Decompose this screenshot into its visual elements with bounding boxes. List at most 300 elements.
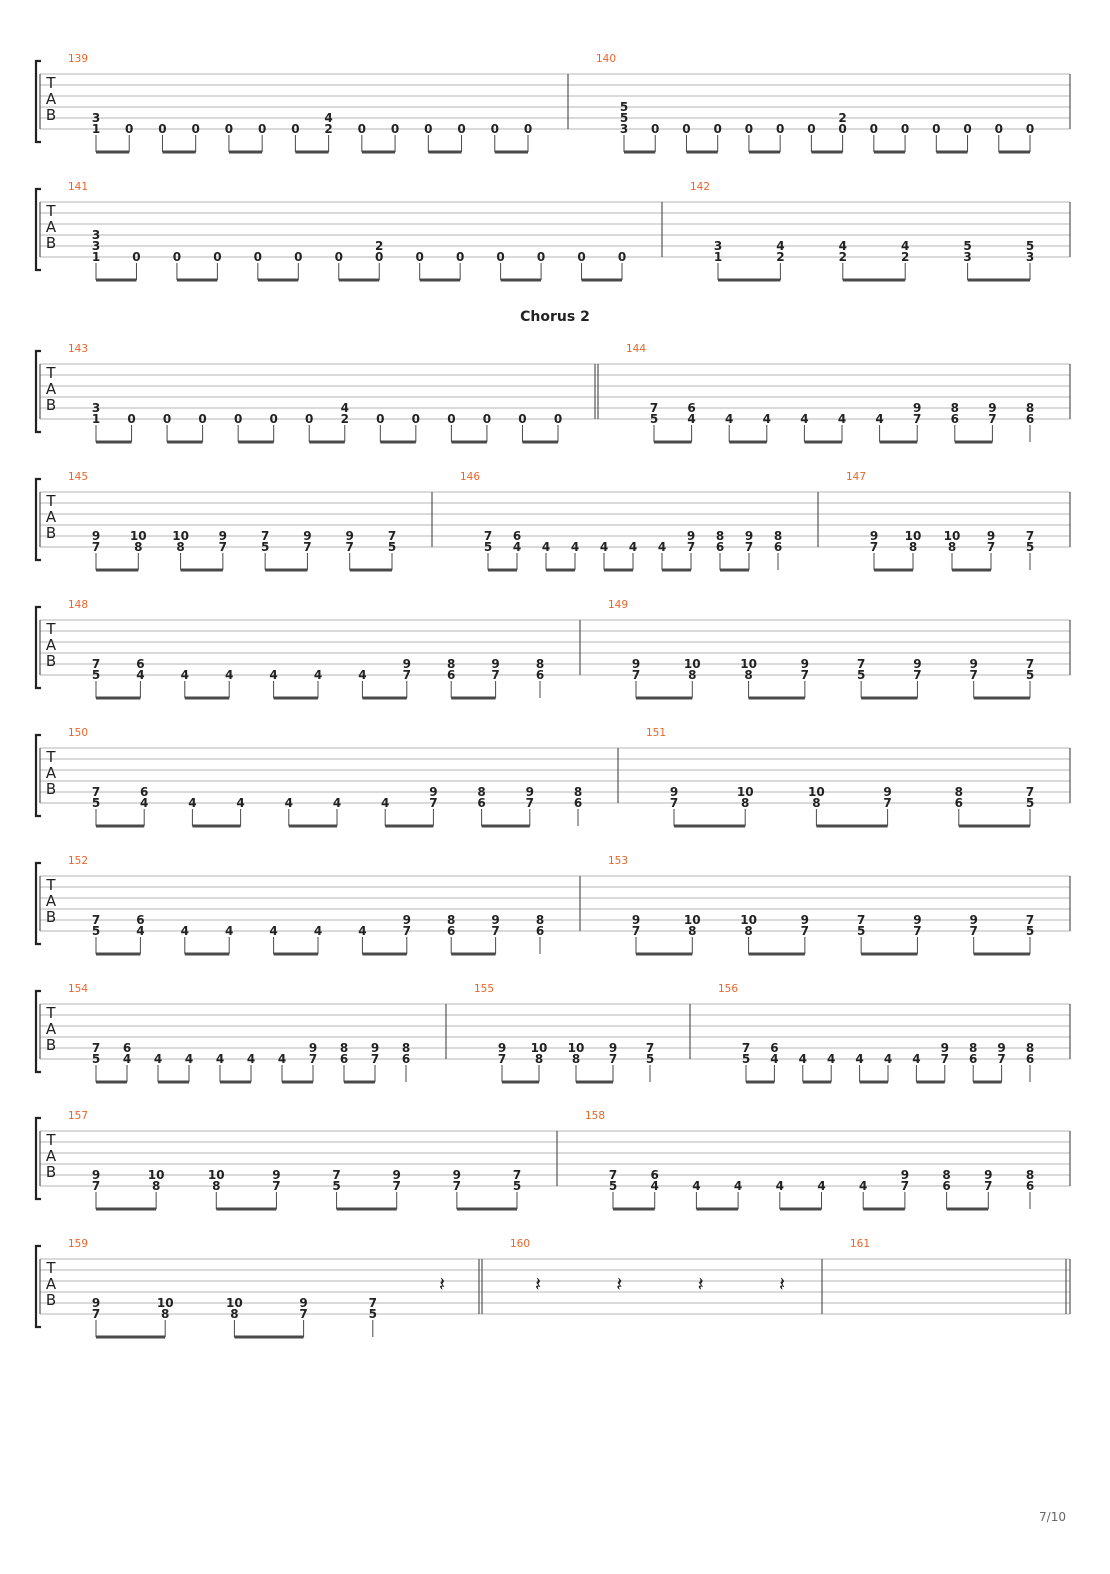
fret-number: 7 (370, 1052, 380, 1066)
fret-number: 1 (713, 250, 723, 264)
fret-number: 7 (997, 1052, 1006, 1066)
fret-number: 0 (1025, 122, 1035, 136)
fret-number: 9 (91, 1168, 101, 1182)
fret-number: 4 (817, 1179, 826, 1193)
fret-number: 5 (368, 1307, 377, 1321)
quarter-rest: 𝄽 (438, 1272, 446, 1296)
fret-number: 4 (246, 1052, 256, 1066)
fret-number: 10 (147, 1168, 165, 1182)
fret-number: 6 (969, 1052, 978, 1066)
section-label-chorus-2: Chorus 2 (520, 309, 590, 325)
fret-number: 1 (91, 412, 101, 426)
fret-number: 7 (1025, 529, 1035, 543)
fret-number: 0 (375, 250, 384, 264)
fret-number: 0 (496, 250, 505, 264)
fret-number: 7 (491, 924, 500, 938)
fret-number: 7 (856, 657, 866, 671)
fret-number: 4 (775, 1179, 784, 1193)
tab-clef-letter: T (46, 748, 56, 766)
fret-number: 5 (1025, 796, 1035, 810)
fret-number: 4 (225, 924, 234, 938)
fret-number: 10 (736, 785, 754, 799)
fret-number: 8 (744, 924, 753, 938)
fret-number: 4 (136, 924, 145, 938)
measure-number: 157 (68, 1110, 89, 1122)
fret-number: 0 (233, 412, 243, 426)
measure-number: 152 (68, 855, 89, 867)
tab-clef-letter: T (46, 492, 56, 510)
tab-clef-letter: A (45, 508, 57, 526)
fret-number: 10 (129, 529, 147, 543)
fret-number: 7 (913, 924, 922, 938)
fret-number: 0 (269, 412, 278, 426)
fret-number: 0 (577, 250, 586, 264)
fret-number: 7 (260, 529, 270, 543)
fret-number: 7 (272, 1179, 281, 1193)
fret-number: 5 (856, 668, 866, 682)
fret-number: 0 (994, 122, 1003, 136)
fret-number: 6 (512, 529, 522, 543)
fret-number: 2 (375, 239, 384, 253)
fret-number: 9 (988, 401, 997, 415)
fret-number: 2 (838, 250, 847, 264)
fret-number: 0 (869, 122, 879, 136)
fret-number: 8 (715, 529, 725, 543)
fret-number: 4 (215, 1052, 225, 1066)
fret-number: 10 (226, 1296, 243, 1310)
fret-number: 7 (91, 1307, 101, 1321)
fret-number: 0 (932, 122, 941, 136)
fret-number: 6 (942, 1179, 951, 1193)
fret-number: 6 (447, 924, 456, 938)
fret-number: 5 (1025, 924, 1035, 938)
fret-number: 8 (176, 540, 185, 554)
fret-number: 0 (158, 122, 167, 136)
fret-number: 3 (619, 122, 629, 136)
fret-number: 10 (156, 1296, 174, 1310)
fret-number: 8 (535, 913, 545, 927)
fret-number: 6 (650, 1168, 659, 1182)
fret-number: 7 (1025, 785, 1035, 799)
fret-number: 0 (132, 250, 141, 264)
fret-number: 4 (692, 1179, 701, 1193)
quarter-rest: 𝄽 (697, 1272, 704, 1296)
fret-number: 8 (969, 1041, 978, 1055)
fret-number: 9 (969, 657, 978, 671)
fret-number: 7 (988, 412, 997, 426)
tab-clef-letter: A (45, 636, 57, 654)
fret-number: 7 (686, 540, 696, 554)
fret-number: 5 (1025, 540, 1035, 554)
fret-number: 9 (969, 913, 978, 927)
fret-number: 8 (1025, 1168, 1035, 1182)
fret-number: 4 (883, 1052, 893, 1066)
fret-number: 7 (308, 1052, 318, 1066)
fret-number: 9 (608, 1041, 618, 1055)
fret-number: 8 (744, 668, 753, 682)
fret-number: 4 (284, 796, 293, 810)
fret-number: 5 (649, 412, 659, 426)
fret-number: 4 (650, 1179, 659, 1193)
fret-number: 4 (570, 540, 580, 554)
fret-number: 6 (573, 796, 583, 810)
fret-number: 6 (447, 668, 456, 682)
fret-number: 6 (535, 924, 545, 938)
tab-clef-letter: T (46, 202, 56, 220)
fret-number: 0 (536, 250, 546, 264)
fret-number: 8 (535, 657, 545, 671)
fret-number: 7 (345, 540, 354, 554)
fret-number: 8 (1025, 1041, 1035, 1055)
fret-number: 9 (402, 657, 411, 671)
measure-number: 160 (510, 1238, 531, 1250)
tab-clef-letter: A (45, 1275, 57, 1293)
tab-clef-letter: T (46, 876, 56, 894)
fret-number: 9 (429, 785, 438, 799)
fret-number: 4 (180, 668, 189, 682)
fret-number: 9 (913, 913, 922, 927)
fret-number: 8 (134, 540, 143, 554)
fret-number: 10 (740, 913, 757, 927)
fret-number: 4 (225, 668, 234, 682)
fret-number: 9 (913, 657, 922, 671)
fret-number: 8 (688, 924, 697, 938)
fret-number: 7 (800, 924, 810, 938)
measure-number: 148 (68, 599, 89, 611)
fret-number: 7 (91, 1041, 101, 1055)
fret-number: 5 (619, 111, 629, 125)
fret-number: 6 (339, 1052, 349, 1066)
fret-number: 6 (122, 1041, 132, 1055)
fret-number: 9 (402, 913, 411, 927)
fret-number: 3 (713, 239, 723, 253)
quarter-rest: 𝄽 (778, 1272, 786, 1296)
fret-number: 8 (688, 668, 697, 682)
fret-number: 3 (91, 228, 101, 242)
fret-number: 7 (913, 668, 922, 682)
measure-number: 155 (474, 983, 495, 995)
fret-number: 6 (136, 913, 145, 927)
fret-number: 0 (334, 250, 343, 264)
fret-number: 4 (798, 1052, 807, 1066)
fret-number: 9 (303, 529, 312, 543)
fret-number: 0 (127, 412, 136, 426)
fret-number: 8 (741, 796, 750, 810)
fret-number: 7 (969, 668, 978, 682)
fret-number: 5 (91, 924, 101, 938)
measure-number: 151 (646, 727, 667, 739)
fret-number: 9 (669, 785, 679, 799)
fret-number: 5 (1025, 239, 1035, 253)
fret-number: 9 (631, 913, 641, 927)
tab-clef-letter: T (46, 1259, 56, 1277)
fret-number: 3 (91, 239, 101, 253)
tab-clef-letter: A (45, 1147, 57, 1165)
fret-number: 8 (773, 529, 783, 543)
fret-number: 7 (741, 1041, 751, 1055)
fret-number: 7 (332, 1168, 341, 1182)
fret-number: 9 (308, 1041, 318, 1055)
fret-number: 9 (452, 1168, 462, 1182)
fret-number: 4 (827, 1052, 836, 1066)
fret-number: 4 (859, 1179, 868, 1193)
fret-number: 6 (954, 796, 963, 810)
measure-number: 145 (68, 471, 89, 483)
fret-number: 7 (984, 1179, 993, 1193)
fret-number: 5 (332, 1179, 341, 1193)
fret-number: 8 (950, 401, 959, 415)
fret-number: 8 (339, 1041, 349, 1055)
fret-number: 3 (963, 250, 972, 264)
fret-number: 5 (260, 540, 270, 554)
fret-number: 6 (773, 540, 783, 554)
fret-number: 7 (218, 540, 228, 554)
fret-number: 4 (136, 668, 145, 682)
fret-number: 4 (340, 401, 349, 415)
fret-number: 4 (687, 412, 696, 426)
tab-clef-letter: B (45, 106, 57, 124)
fret-number: 4 (184, 1052, 194, 1066)
fret-number: 4 (512, 540, 522, 554)
fret-number: 0 (305, 412, 314, 426)
fret-number: 10 (740, 657, 757, 671)
fret-number: 7 (1025, 913, 1035, 927)
measure-number: 149 (608, 599, 629, 611)
fret-number: 4 (313, 668, 323, 682)
fret-number: 0 (213, 250, 222, 264)
fret-number: 5 (963, 239, 972, 253)
tab-clef-letter: B (45, 1036, 57, 1054)
fret-number: 6 (401, 1052, 411, 1066)
fret-number: 7 (91, 657, 101, 671)
fret-number: 0 (682, 122, 691, 136)
fret-number: 0 (455, 250, 465, 264)
fret-number: 5 (645, 1052, 655, 1066)
fret-number: 7 (883, 796, 892, 810)
fret-number: 4 (332, 796, 342, 810)
fret-number: 1 (91, 250, 101, 264)
fret-number: 0 (447, 412, 456, 426)
fret-number: 4 (837, 412, 847, 426)
fret-number: 9 (345, 529, 354, 543)
fret-number: 9 (299, 1296, 308, 1310)
fret-number: 6 (1025, 412, 1035, 426)
fret-number: 8 (161, 1307, 170, 1321)
fret-number: 8 (477, 785, 486, 799)
fret-number: 9 (91, 1296, 101, 1310)
fret-number: 7 (299, 1307, 308, 1321)
fret-number: 5 (608, 1179, 618, 1193)
fret-number: 0 (411, 412, 421, 426)
fret-number: 4 (855, 1052, 864, 1066)
fret-number: 2 (838, 111, 847, 125)
fret-number: 0 (963, 122, 972, 136)
fret-number: 7 (608, 1168, 618, 1182)
fret-number: 0 (191, 122, 200, 136)
fret-number: 9 (997, 1041, 1006, 1055)
tab-clef-letter: B (45, 1163, 57, 1181)
fret-number: 5 (91, 668, 101, 682)
fret-number: 7 (525, 796, 534, 810)
fret-number: 7 (986, 540, 996, 554)
fret-number: 7 (392, 1179, 401, 1193)
fret-number: 1 (91, 122, 101, 136)
fret-number: 6 (140, 785, 149, 799)
fret-number: 4 (324, 111, 333, 125)
fret-number: 4 (770, 1052, 779, 1066)
tab-clef-letter: B (45, 524, 57, 542)
fret-number: 7 (483, 529, 493, 543)
fret-number: 8 (534, 1052, 544, 1066)
fret-number: 7 (856, 913, 866, 927)
fret-number: 7 (512, 1168, 522, 1182)
fret-number: 4 (358, 924, 367, 938)
fret-number: 0 (457, 122, 466, 136)
fret-number: 7 (913, 412, 922, 426)
fret-number: 9 (491, 913, 500, 927)
fret-number: 5 (1025, 668, 1035, 682)
fret-number: 9 (272, 1168, 281, 1182)
fret-number: 8 (942, 1168, 951, 1182)
fret-number: 10 (567, 1041, 585, 1055)
fret-number: 0 (523, 122, 533, 136)
measure-number: 153 (608, 855, 629, 867)
tab-clef-letter: A (45, 90, 57, 108)
fret-number: 4 (188, 796, 197, 810)
fret-number: 0 (253, 250, 263, 264)
fret-number: 7 (940, 1052, 949, 1066)
fret-number: 7 (91, 1179, 101, 1193)
fret-number: 5 (741, 1052, 751, 1066)
measure-number: 158 (585, 1110, 606, 1122)
tab-clef-letter: A (45, 764, 57, 782)
tab-clef-letter: B (45, 234, 57, 252)
fret-number: 4 (901, 239, 910, 253)
fret-number: 5 (91, 1052, 101, 1066)
tab-clef-letter: T (46, 620, 56, 638)
fret-number: 9 (984, 1168, 993, 1182)
tab-clef-letter: T (46, 1004, 56, 1022)
fret-number: 10 (943, 529, 961, 543)
measure-number: 144 (626, 343, 647, 355)
fret-number: 9 (392, 1168, 401, 1182)
measure-number: 154 (68, 983, 89, 995)
tab-clef-letter: B (45, 396, 57, 414)
fret-number: 6 (950, 412, 959, 426)
tab-clef-letter: B (45, 1291, 57, 1309)
fret-number: 6 (715, 540, 725, 554)
fret-number: 8 (230, 1307, 239, 1321)
fret-number: 7 (645, 1041, 655, 1055)
fret-number: 8 (812, 796, 821, 810)
measure-number: 141 (68, 181, 89, 193)
fret-number: 10 (530, 1041, 548, 1055)
fret-number: 0 (518, 412, 527, 426)
fret-number: 7 (969, 924, 978, 938)
fret-number: 9 (497, 1041, 507, 1055)
fret-number: 4 (628, 540, 638, 554)
fret-number: 7 (491, 668, 500, 682)
fret-number: 0 (172, 250, 182, 264)
fret-number: 8 (947, 540, 957, 554)
measure-number: 140 (596, 53, 617, 65)
measure-number: 159 (68, 1238, 89, 1250)
fret-number: 9 (800, 657, 810, 671)
tab-clef-letter: A (45, 892, 57, 910)
fret-number: 0 (482, 412, 492, 426)
fret-number: 9 (800, 913, 810, 927)
tab-clef-letter: T (46, 1131, 56, 1149)
fret-number: 7 (1025, 657, 1035, 671)
fret-number: 4 (180, 924, 189, 938)
fret-number: 0 (162, 412, 172, 426)
fret-number: 7 (91, 540, 101, 554)
fret-number: 0 (617, 250, 627, 264)
tab-clef-letter: A (45, 1020, 57, 1038)
measure-number: 156 (718, 983, 739, 995)
measure-number: 143 (68, 343, 89, 355)
fret-number: 9 (491, 657, 500, 671)
fret-number: 4 (269, 668, 278, 682)
fret-number: 7 (608, 1052, 618, 1066)
fret-number: 7 (900, 1179, 910, 1193)
fret-number: 9 (686, 529, 696, 543)
measure-number: 142 (690, 181, 711, 193)
fret-number: 4 (776, 239, 785, 253)
measure-number: 161 (850, 1238, 871, 1250)
fret-number: 2 (776, 250, 785, 264)
fret-number: 7 (91, 913, 101, 927)
tab-clef-letter: T (46, 74, 56, 92)
fret-number: 7 (368, 1296, 377, 1310)
fret-number: 0 (490, 122, 499, 136)
fret-number: 5 (856, 924, 866, 938)
fret-number: 10 (172, 529, 189, 543)
fret-number: 0 (775, 122, 785, 136)
fret-number: 7 (631, 924, 641, 938)
fret-number: 0 (376, 412, 385, 426)
fret-number: 7 (800, 668, 810, 682)
fret-number: 0 (424, 122, 433, 136)
fret-number: 5 (91, 796, 101, 810)
fret-number: 4 (269, 924, 278, 938)
fret-number: 9 (883, 785, 892, 799)
fret-number: 0 (224, 122, 234, 136)
fret-number: 0 (390, 122, 400, 136)
fret-number: 9 (869, 529, 879, 543)
fret-number: 4 (725, 412, 734, 426)
fret-number: 3 (91, 111, 101, 125)
fret-number: 5 (387, 540, 397, 554)
fret-number: 0 (744, 122, 754, 136)
fret-number: 8 (151, 1179, 161, 1193)
fret-number: 2 (340, 412, 349, 426)
measure-number: 146 (460, 471, 481, 483)
fret-number: 8 (1025, 401, 1035, 415)
fret-number: 0 (838, 122, 847, 136)
fret-number: 4 (313, 924, 323, 938)
fret-number: 7 (497, 1052, 507, 1066)
fret-number: 4 (236, 796, 245, 810)
fret-number: 0 (713, 122, 722, 136)
fret-number: 9 (913, 401, 922, 415)
fret-number: 4 (541, 540, 551, 554)
fret-number: 8 (571, 1052, 581, 1066)
fret-number: 4 (800, 412, 809, 426)
fret-number: 10 (683, 913, 701, 927)
fret-number: 6 (477, 796, 486, 810)
fret-number: 4 (762, 412, 771, 426)
